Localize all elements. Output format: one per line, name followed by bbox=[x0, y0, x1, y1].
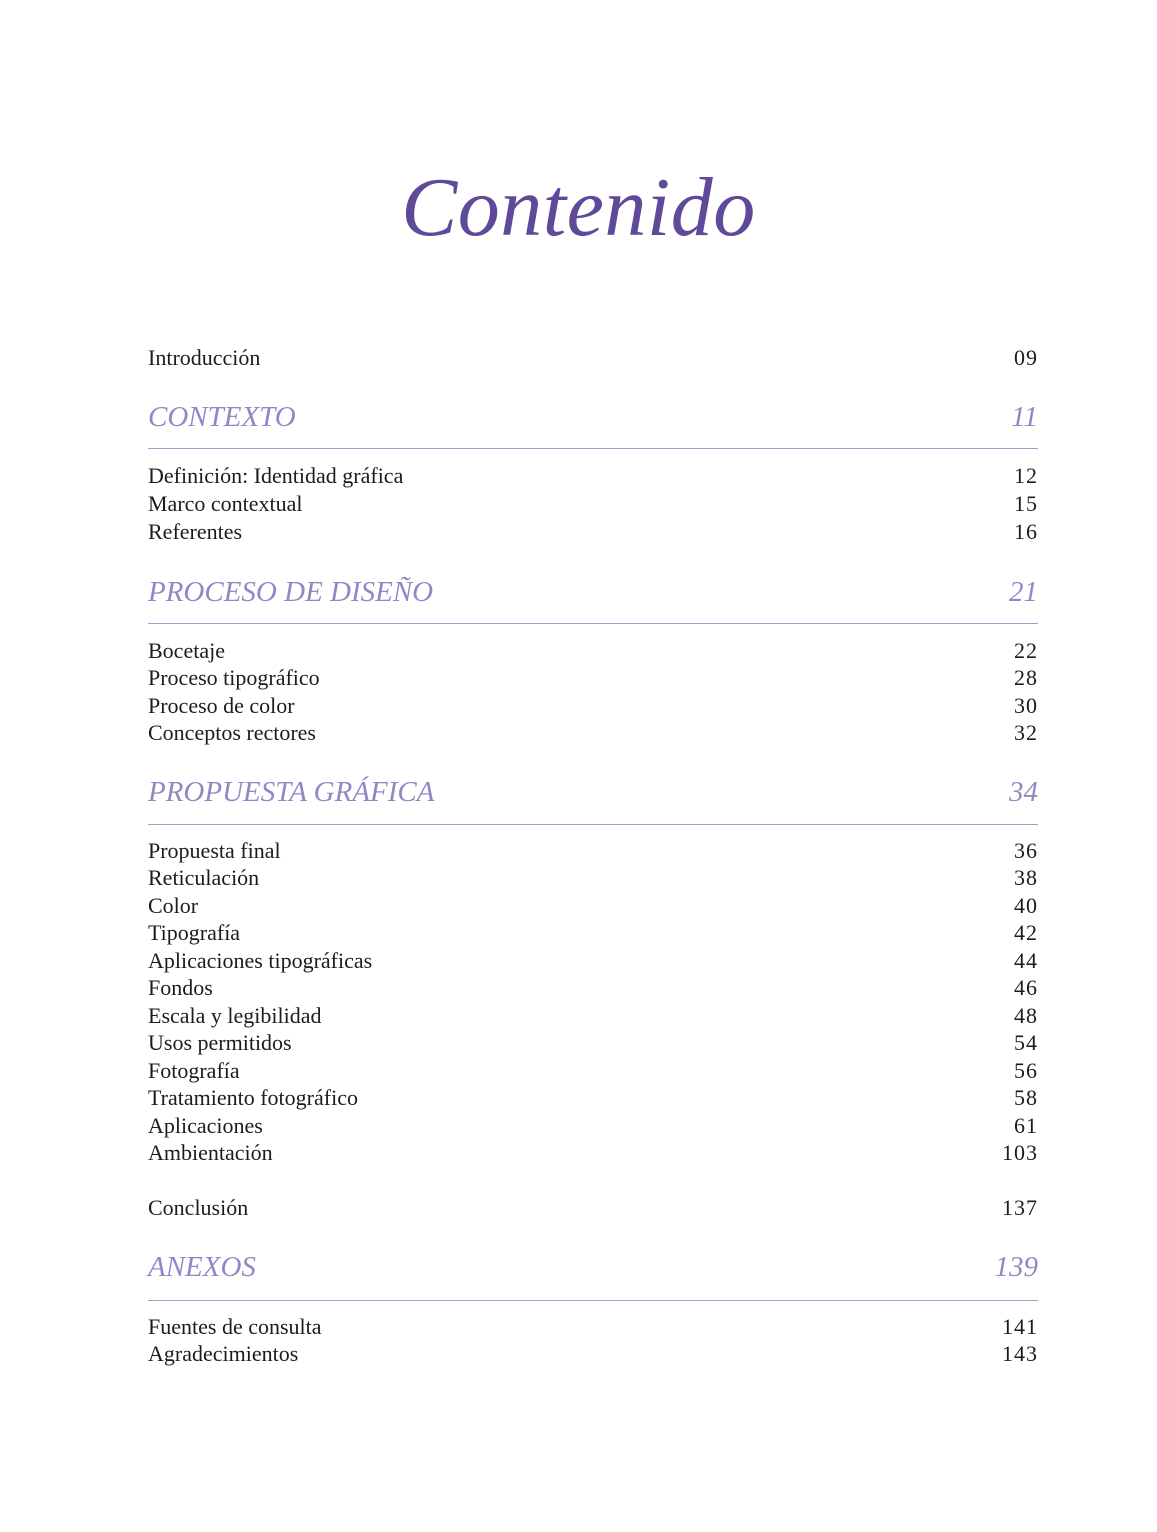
toc-entry[interactable] bbox=[148, 947, 1038, 974]
toc-entry[interactable] bbox=[148, 837, 1038, 864]
toc-entry-label: Proceso de color bbox=[148, 693, 295, 718]
section-heading-proceso-de-diseno[interactable] bbox=[148, 575, 1038, 609]
toc-entry-label: Bocetaje bbox=[148, 638, 225, 663]
section-page: 21 bbox=[1009, 576, 1038, 608]
toc-entry-page: 32 bbox=[1014, 720, 1038, 745]
section-page: 11 bbox=[1011, 401, 1038, 433]
toc-entry-page: 137 bbox=[1002, 1195, 1038, 1220]
toc-entry-page: 40 bbox=[1014, 893, 1038, 918]
toc-entry-label: Aplicaciones bbox=[148, 1113, 263, 1138]
toc-entry[interactable] bbox=[148, 1112, 1038, 1139]
section-title: ANEXOS bbox=[148, 1251, 256, 1283]
toc-entry-page: 56 bbox=[1014, 1058, 1038, 1083]
toc-entry-page: 141 bbox=[1002, 1314, 1038, 1339]
toc-entry-page: 28 bbox=[1014, 665, 1038, 690]
toc-entry-label: Tratamiento fotográfico bbox=[148, 1085, 358, 1110]
section-title: PROPUESTA GRÁFICA bbox=[148, 776, 435, 808]
toc-entry-label: Usos permitidos bbox=[148, 1030, 292, 1055]
toc-entry-page: 12 bbox=[1014, 463, 1038, 488]
toc-entry-label: Proceso tipográfico bbox=[148, 665, 320, 690]
toc-entry[interactable] bbox=[148, 719, 1038, 746]
toc-entry[interactable] bbox=[148, 864, 1038, 891]
toc-entry-label: Referentes bbox=[148, 519, 243, 544]
section-heading-anexos[interactable] bbox=[148, 1250, 1038, 1284]
toc-entry[interactable] bbox=[148, 490, 1038, 517]
toc-entry-page: 143 bbox=[1002, 1341, 1038, 1366]
toc-entry[interactable] bbox=[148, 1340, 1038, 1367]
toc-entry-page: 58 bbox=[1014, 1085, 1038, 1110]
section-divider bbox=[148, 448, 1038, 449]
toc-entry-page: 48 bbox=[1014, 1003, 1038, 1028]
toc-entry-page: 54 bbox=[1014, 1030, 1038, 1055]
toc-entry-conclusion[interactable] bbox=[148, 1194, 1038, 1221]
toc-entry-label: Conceptos rectores bbox=[148, 720, 316, 745]
toc-entry-page: 42 bbox=[1014, 920, 1038, 945]
toc-entry[interactable] bbox=[148, 974, 1038, 1001]
section-page: 139 bbox=[994, 1251, 1038, 1283]
toc-entry-label: Ambientación bbox=[148, 1140, 273, 1165]
toc-entry-label: Conclusión bbox=[148, 1195, 249, 1220]
toc-entry-label: Marco contextual bbox=[148, 491, 303, 516]
toc-entry-page: 61 bbox=[1014, 1113, 1038, 1138]
toc-entry[interactable] bbox=[148, 518, 1038, 545]
toc-entry[interactable] bbox=[148, 1029, 1038, 1056]
toc-entry-label: Escala y legibilidad bbox=[148, 1003, 322, 1028]
toc-entry[interactable] bbox=[148, 919, 1038, 946]
toc-entry-label: Tipografía bbox=[148, 920, 241, 945]
toc-entry[interactable] bbox=[148, 664, 1038, 691]
section-divider bbox=[148, 824, 1038, 825]
section-divider bbox=[148, 1300, 1038, 1301]
toc-entry-label: Color bbox=[148, 893, 199, 918]
page-title: Contenido bbox=[401, 161, 756, 254]
toc-entry[interactable] bbox=[148, 1313, 1038, 1340]
section-title: PROCESO DE DISEÑO bbox=[148, 576, 434, 608]
section-divider bbox=[148, 623, 1038, 624]
section-page: 34 bbox=[1009, 776, 1038, 808]
toc-entry[interactable] bbox=[148, 637, 1038, 664]
toc-entry[interactable] bbox=[148, 1084, 1038, 1111]
toc-entry-introduccion[interactable] bbox=[148, 344, 1038, 371]
toc-entry-page: 44 bbox=[1014, 948, 1038, 973]
toc-entry-page: 30 bbox=[1014, 693, 1038, 718]
toc-entry-label: Fotografía bbox=[148, 1058, 240, 1083]
section-title: CONTEXTO bbox=[148, 401, 296, 433]
toc-entry[interactable] bbox=[148, 892, 1038, 919]
section-heading-propuesta-grafica[interactable] bbox=[148, 775, 1038, 809]
toc-entry-label: Fuentes de consulta bbox=[148, 1314, 322, 1339]
toc-entry-page: 36 bbox=[1014, 838, 1038, 863]
toc-entry[interactable] bbox=[148, 692, 1038, 719]
toc-entry[interactable] bbox=[148, 1002, 1038, 1029]
toc-entry-page: 46 bbox=[1014, 975, 1038, 1000]
toc-entry-page: 103 bbox=[1002, 1140, 1038, 1165]
toc-entry-label: Fondos bbox=[148, 975, 213, 1000]
toc-entry-page: 16 bbox=[1014, 519, 1038, 544]
toc-entry[interactable] bbox=[148, 462, 1038, 489]
toc-entry-label: Introducción bbox=[148, 345, 261, 370]
toc-entry-label: Definición: Identidad gráfica bbox=[148, 463, 404, 488]
toc-entry-page: 38 bbox=[1014, 865, 1038, 890]
toc-entry[interactable] bbox=[148, 1057, 1038, 1084]
toc-entry[interactable] bbox=[148, 1139, 1038, 1166]
toc-entry-label: Agradecimientos bbox=[148, 1341, 299, 1366]
section-heading-contexto[interactable] bbox=[148, 400, 1038, 434]
toc-entry-page: 15 bbox=[1014, 491, 1038, 516]
toc-entry-label: Propuesta final bbox=[148, 838, 281, 863]
toc-entry-label: Reticulación bbox=[148, 865, 260, 890]
toc-entry-page: 22 bbox=[1014, 638, 1038, 663]
toc-entry-label: Aplicaciones tipográficas bbox=[148, 948, 373, 973]
toc-entry-page: 09 bbox=[1014, 345, 1038, 370]
